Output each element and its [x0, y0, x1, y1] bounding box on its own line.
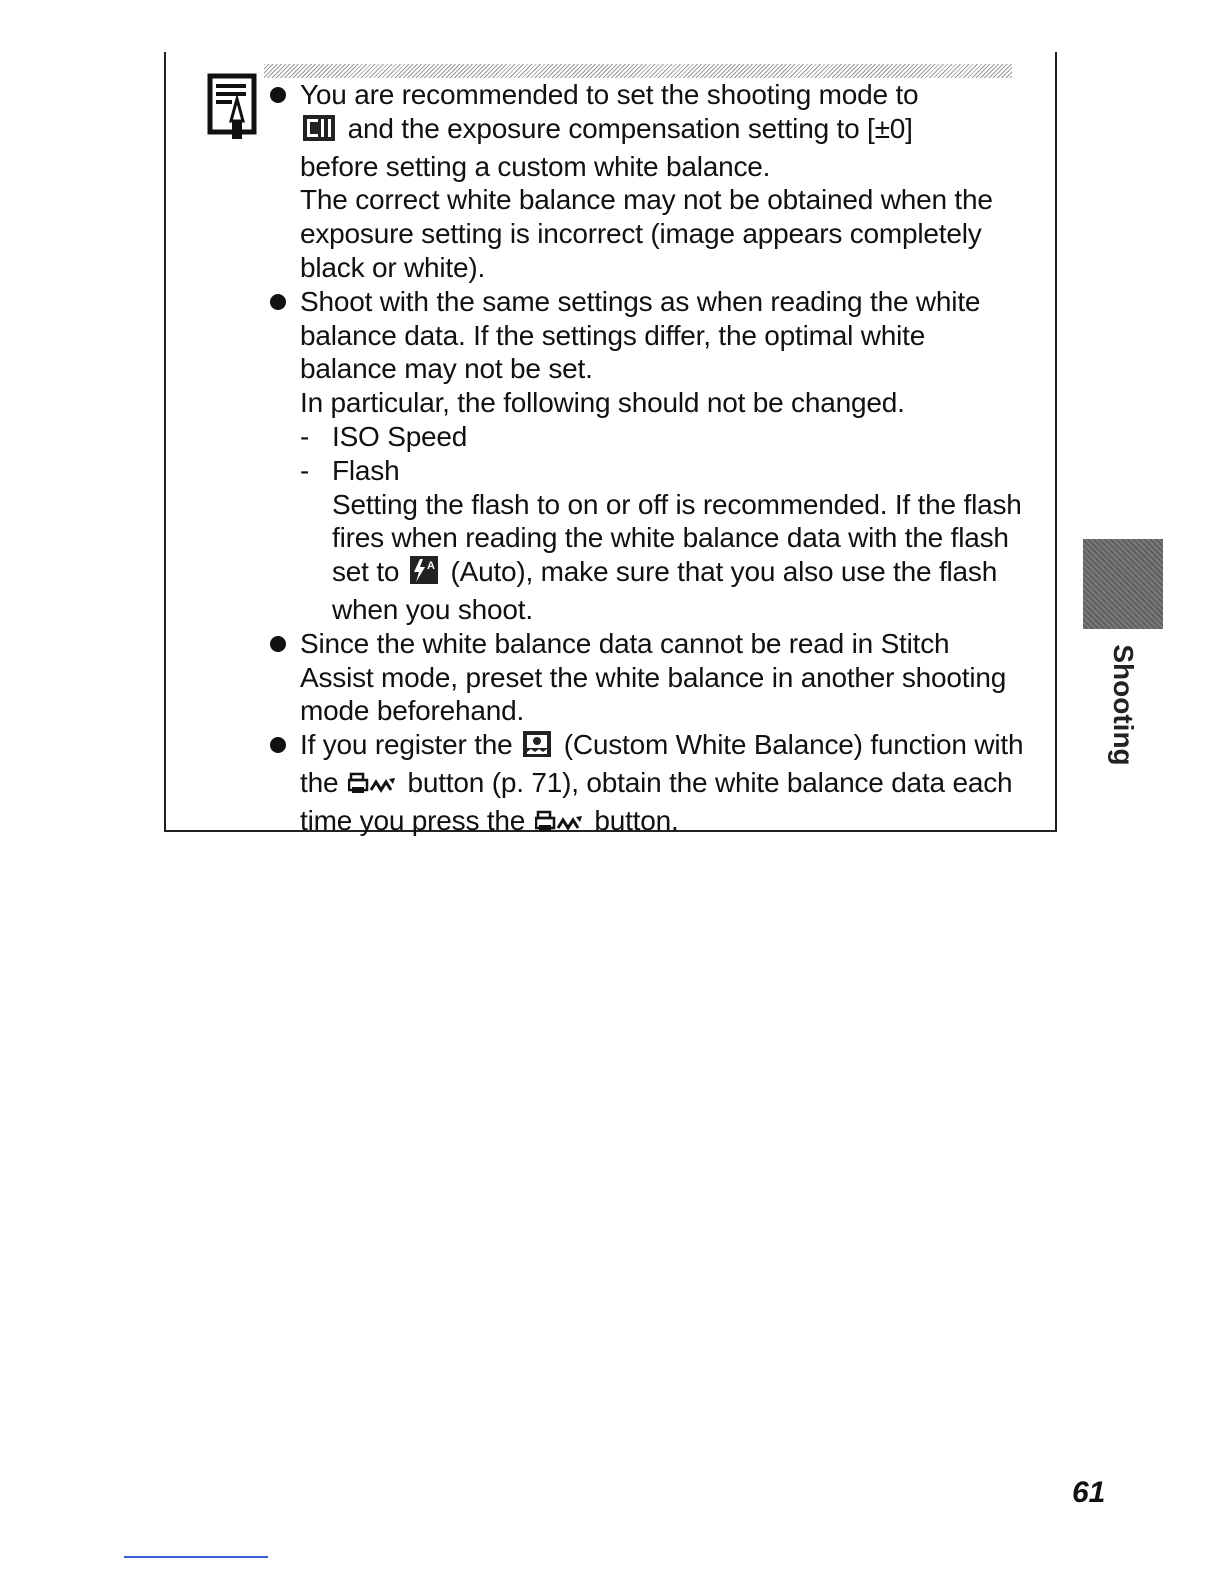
bullet-item-4	[268, 728, 1028, 841]
bullet-2-para1: Shoot with the same settings as when reading the white balance data. If the settings differ, the optimal white balance may not be set.	[300, 285, 981, 385]
bullet-2-para2: In particular, the following should not be changed.	[300, 387, 905, 419]
bullet-dot	[270, 87, 286, 103]
list-item-iso-speed-text: ISO Speed	[332, 420, 468, 452]
bullet-4-text-2: (Custom White Balance) function with the	[300, 729, 1024, 798]
bullet-3-text: Since the white balance data cannot be read in Stitch Assist mode, preset the white balance in another shooting mode beforehand.	[300, 627, 1007, 727]
bullet-4-text-3: button (p. 71), obtain the white balance data each time you press the	[300, 766, 1013, 836]
bullet-dot	[270, 636, 286, 652]
note-text	[268, 78, 1028, 842]
section-tab	[1083, 539, 1163, 629]
flash-note-text-1: Setting the flash to on or off is recommended. If the flash fires when reading the white balance data with the flash set to	[332, 488, 1022, 588]
bullet-1-line2-text: and the exposure compensation setting to [±0]	[340, 112, 913, 144]
flash-note-text-2: (Auto), make sure that you also use the flash when you shoot.	[332, 556, 998, 625]
manual-mode-icon	[302, 114, 336, 150]
bullet-1-para2: The correct white balance may not be obtained when the exposure setting is incorrect (image appears completely black or white).	[300, 184, 993, 283]
bullet-item-3	[268, 627, 1028, 728]
list-item-flash: - Flash	[300, 454, 400, 486]
print-share-icon	[348, 770, 396, 804]
svg-text:A: A	[426, 560, 435, 573]
list-item-flash-text: Flash	[332, 454, 400, 486]
memo-icon	[207, 73, 257, 141]
bullet-dot	[270, 737, 286, 753]
bullet-4-text-4: button.	[586, 804, 679, 836]
section-tab-text: Shooting	[1108, 644, 1139, 766]
bullet-item-1	[268, 78, 1028, 285]
list-item-iso-speed: - ISO Speed	[300, 420, 468, 452]
page-number: 61	[1072, 1476, 1106, 1509]
note-header-hatch	[264, 64, 1012, 78]
bullet-dot	[270, 294, 286, 310]
bullet-4-text-1: If you register the	[300, 729, 513, 761]
bullet-1-line3: before setting a custom white balance.	[300, 150, 771, 182]
print-share-icon	[535, 808, 583, 842]
footer-rule	[124, 1556, 268, 1558]
bullet-1-line2	[300, 112, 1028, 150]
flash-auto-icon	[409, 555, 439, 593]
bullet-4-text	[300, 728, 1028, 841]
bullet-item-2	[268, 285, 1028, 627]
flash-note	[300, 488, 1028, 627]
custom-white-balance-icon	[522, 730, 552, 766]
bullet-1-line1: You are recommended to set the shooting mode to	[300, 79, 919, 110]
